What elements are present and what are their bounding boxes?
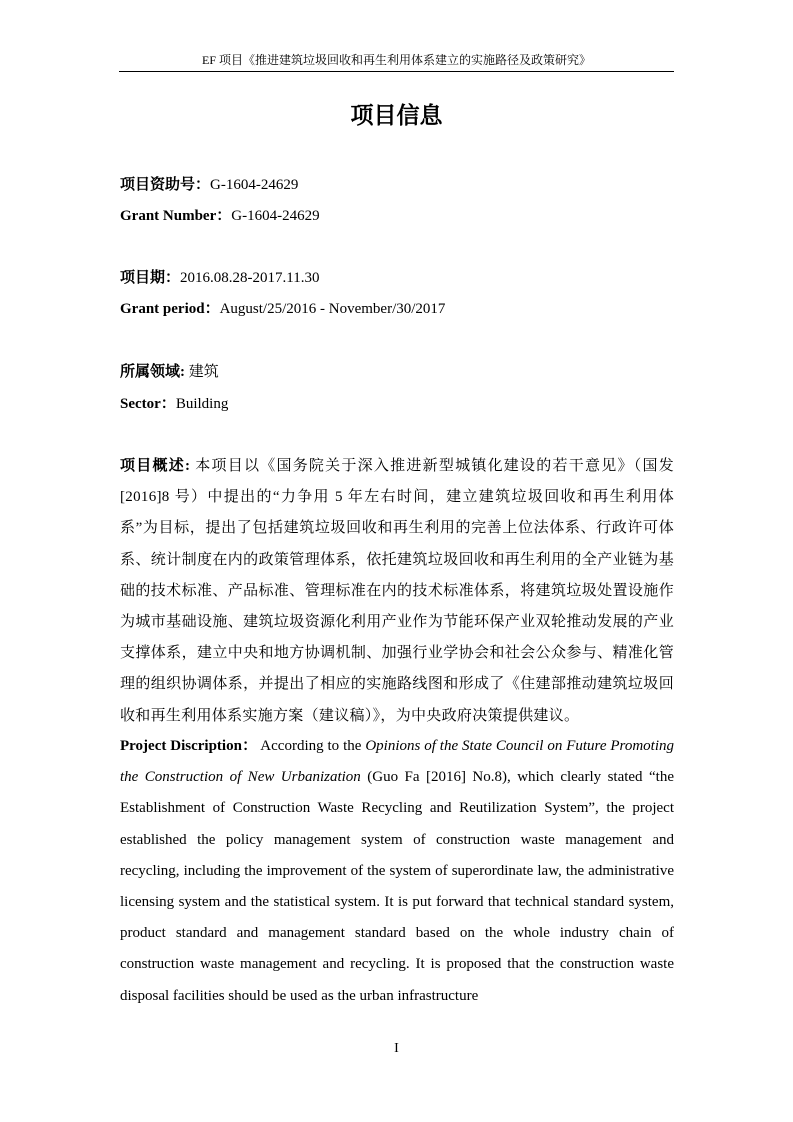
grant-period-en [120,299,674,319]
grant-number-en-value: G-1604-24629 [231,208,320,224]
grant-period-en-value: August/25/2016 - November/30/2017 [219,301,446,317]
sector-en-value: Building [175,396,229,412]
grant-period-zh-label: 项目期： [120,270,181,286]
grant-number-zh [120,175,674,195]
grant-number-en [120,206,674,226]
sector-zh [120,362,674,382]
page-title: 项目信息 [350,103,443,128]
summary-en-text-2: (Guo Fa [2016] No.8), which clearly stated “the Establishment of Construction Waste Recycling and Reutilization System”, the project established the policy management system of construction waste management and recycling, including the improvement of the system of superordinate law, the administrative licensing system and the statistical system. It is put forward that technical standard system, product standard and management standard based on the whole industry chain of construction waste management and recycling. It is proposed that the construction waste disposal facilities should be used as the urban infrastructure [120,769,674,1004]
header-divider [119,71,674,72]
summary-en-label: Project Discription： [120,738,258,754]
running-header: EF 项目《推进建筑垃圾回收和再生利用体系建立的实施路径及政策研究》 [201,53,591,67]
grant-number-zh-label: 项目资助号： [120,177,211,193]
sector-en [120,394,674,414]
grant-period-zh [120,268,674,288]
summary-en-cited-title: Opinions of the State Council on Future Promoting the Construction of New Urbanization [120,738,675,786]
sector-zh-label: 所属领域: [120,364,185,380]
summary-en-paragraph [120,731,674,1012]
grant-number-en-label: Grant Number： [120,208,232,224]
grant-number-zh-value: G-1604-24629 [210,177,299,193]
summary-en-text-1: According to the [257,738,366,754]
summary-zh-paragraph [120,451,674,732]
sector-zh-value: 建筑 [185,364,219,380]
summary-zh-text: 本项目以《国务院关于深入推进新型城镇化建设的若干意见》（国发[2016]8 号）中提出的“力争用 5 年左右时间，建立建筑垃圾回收和再生利用体系”为目标，提出了包括建筑垃圾回收和再生利用的完善上位法体系、行政许可体系、统计制度在内的政策管理体系，依托建筑垃圾回收和再生利用的全产业链为基础的技术标准、产品标准、管理标准在内的技术标准体系，将建筑垃圾处置设施作为城市基础设施、建筑垃圾资源化利用产业作为节能环保产业双轮推动发展的产业支撑体系，建立中央和地方协调机制、加强行业学协会和社会公众参与、精准化管理的组织协调体系，并提出了相应的实施路线图和形成了《住建部推动建筑垃圾回收和再生利用体系实施方案（建议稿）》，为中央政府决策提供建议。 [120,458,674,724]
summary-zh-label: 项目概述: [120,458,191,474]
sector-en-label: Sector： [120,396,176,412]
page-number: I [394,1041,399,1056]
grant-period-zh-value: 2016.08.28-2017.11.30 [180,270,320,286]
grant-period-en-label: Grant period： [120,301,220,317]
